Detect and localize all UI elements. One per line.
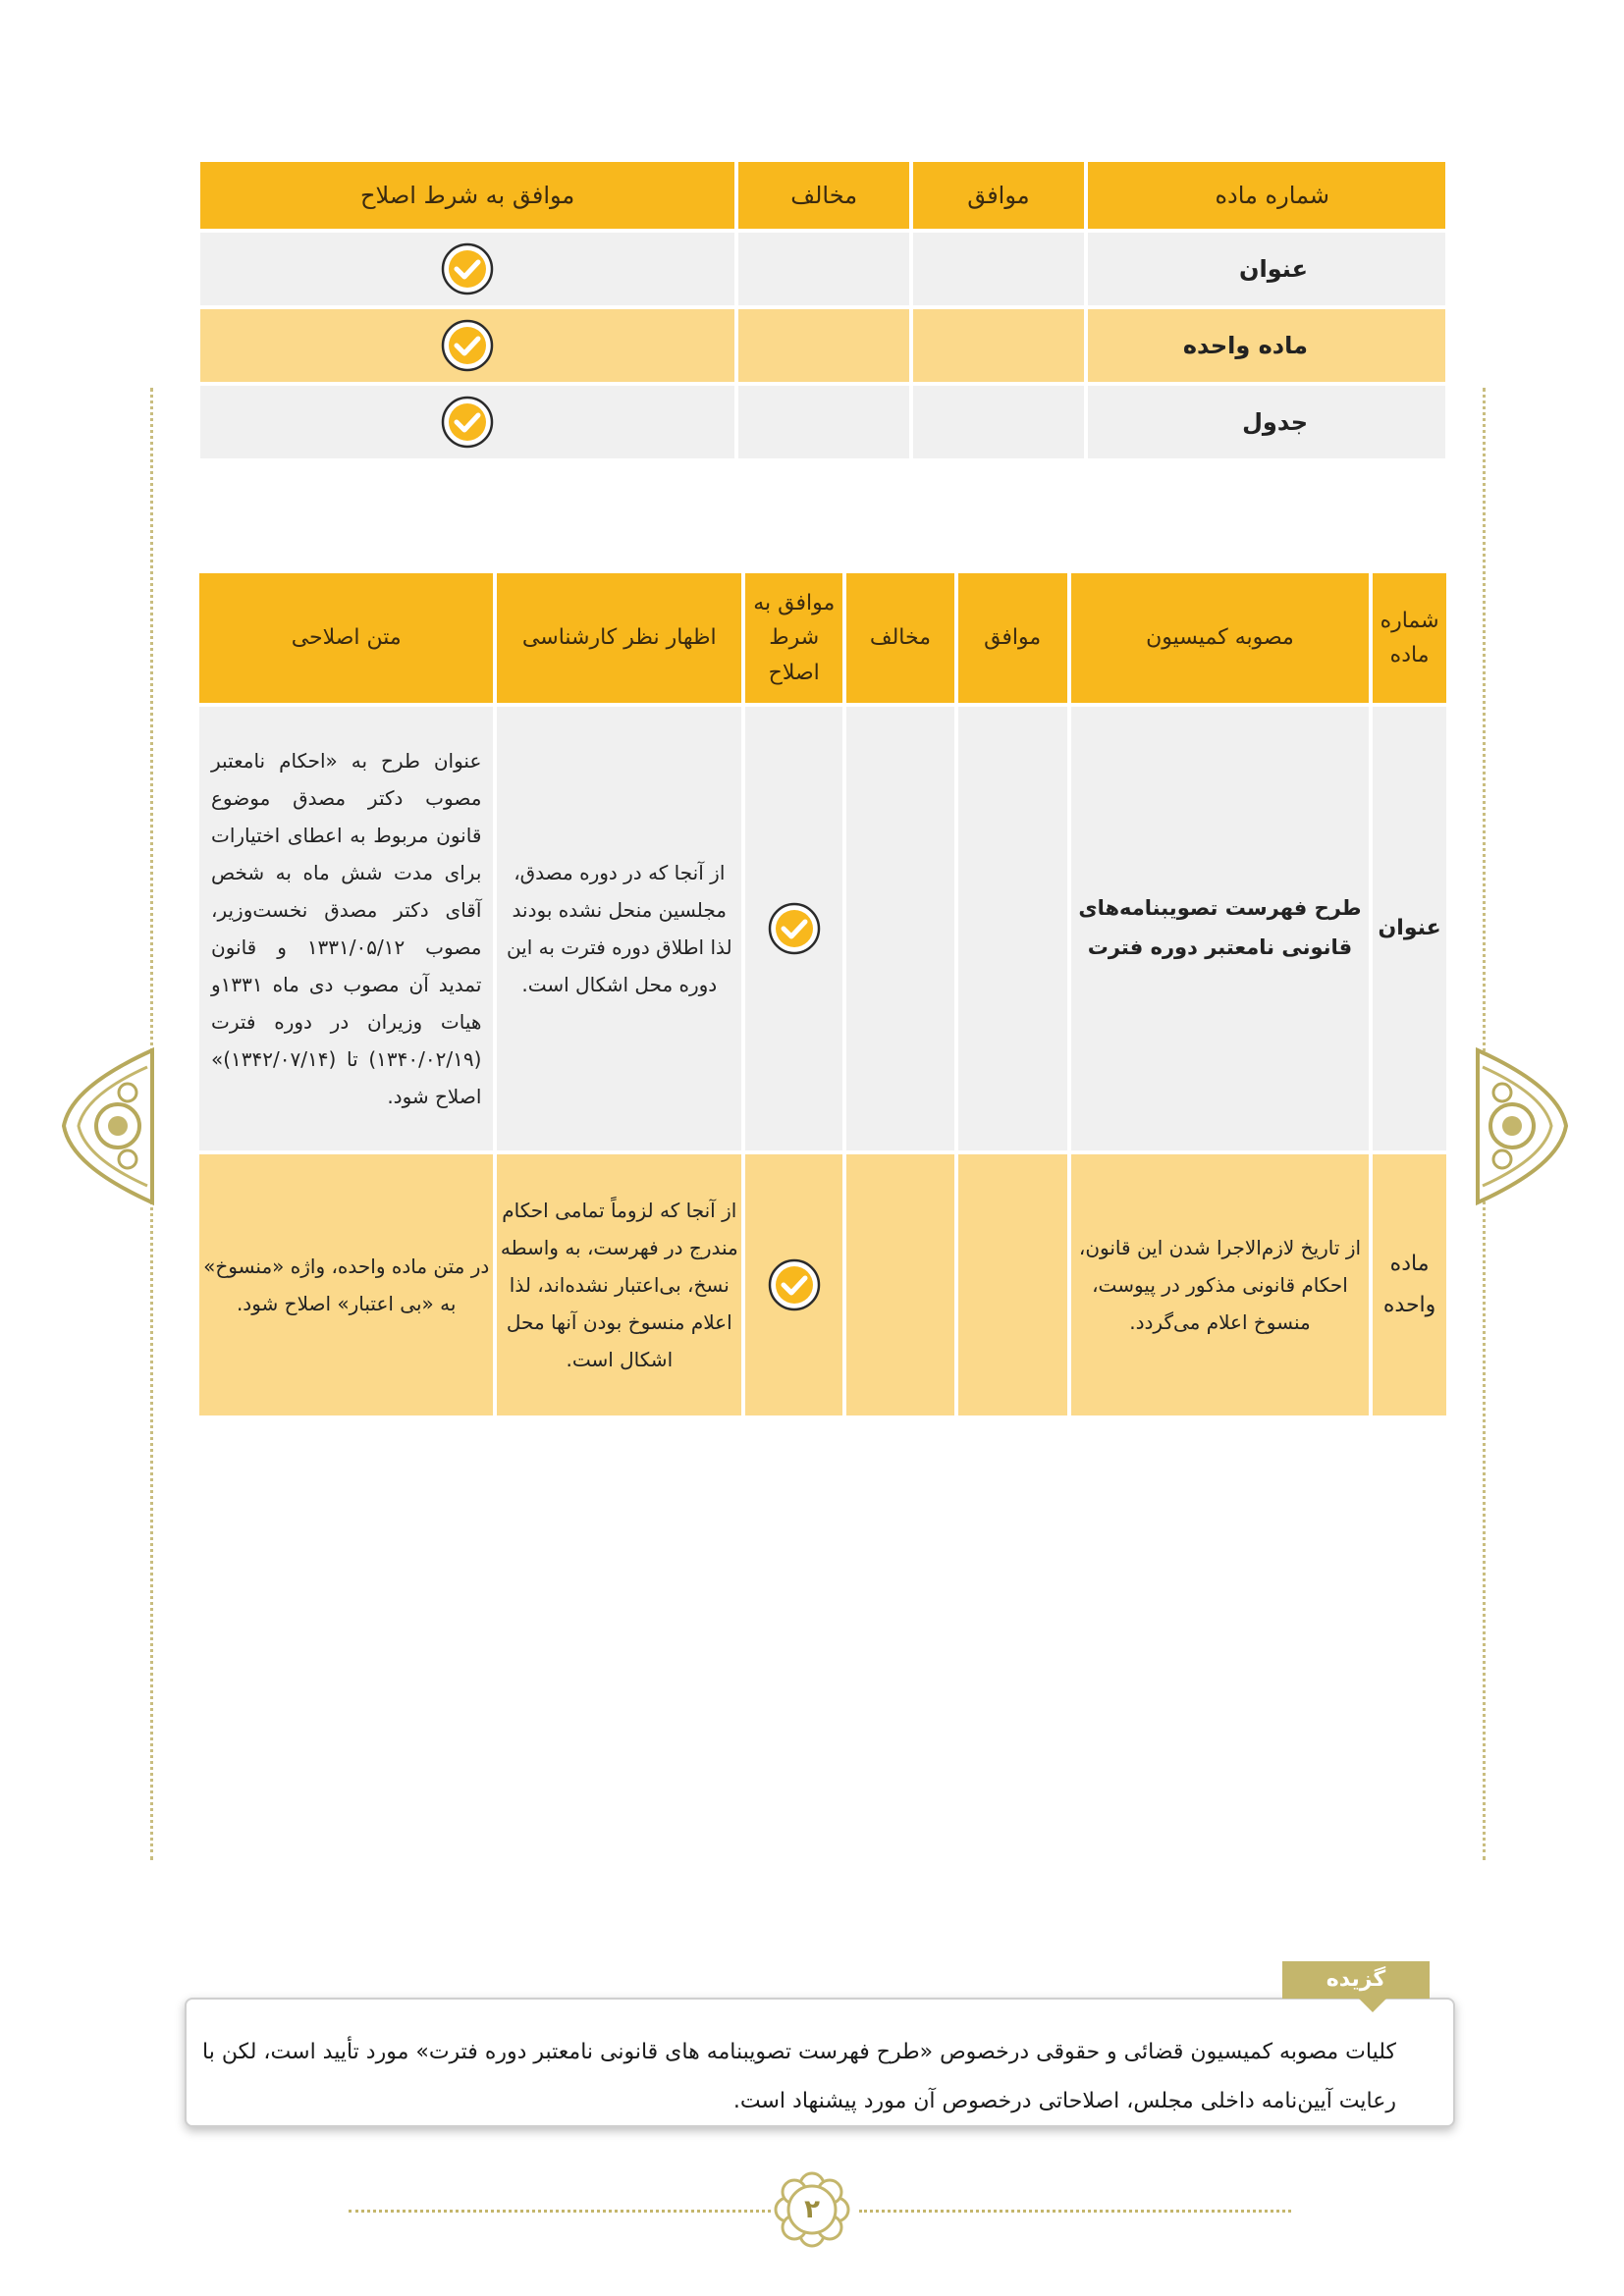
article-cell: جدول [1088,386,1445,458]
header-article-no: شماره ماده [1088,162,1445,229]
header-expert: اظهار نظر کارشناسی [497,573,741,703]
header-agree: موافق [913,162,1084,229]
footer-divider-left [349,2210,771,2213]
policy-summary-text: کلیات مصوبه کمیسیون قضائی و حقوقی درخصوص «طرح فهرست تصویبنامه های قانونی نامعتبر دوره فترت» مورد تأیید است، لکن با رعایت آیین‌نامه داخلی مجلس، اصلاحاتی درخصوص آن مورد پیشنهاد است. [202,2040,1396,2113]
summary-tag-pointer-icon [1359,1999,1386,2012]
header-agree: موافق [958,573,1067,703]
ornament-left-icon [59,1045,157,1207]
check-badge-icon [768,1258,821,1311]
vote-summary-table [196,158,1449,462]
oppose-cell [846,1154,953,1415]
table-header-row [200,162,1445,229]
header-committee: مصوبه کمیسیون [1071,573,1369,703]
oppose-cell [738,309,909,382]
check-badge-icon [768,902,821,955]
oppose-cell [738,233,909,305]
oppose-cell [846,707,953,1150]
header-oppose: مخالف [738,162,909,229]
ornament-right-icon [1473,1045,1571,1207]
table-header-row [199,573,1446,703]
page-number: ۲ [804,2195,820,2224]
agree-cell [958,1154,1067,1415]
article-cell: ماده واحده [1373,1154,1446,1415]
conditional-cell [745,1154,842,1415]
committee-cell: طرح فهرست تصویبنامه‌های قانونی نامعتبر دوره فترت [1071,707,1369,1150]
check-badge-icon [441,396,494,449]
header-oppose: مخالف [846,573,953,703]
table-row [200,233,1445,305]
conditional-cell [745,707,842,1150]
agree-cell [913,309,1084,382]
expert-cell: از آنجا که در دوره مصدق، مجلسین منحل نشده بودند لذا اطلاق دوره فترت به این دوره محل اشکال است. [497,707,741,1150]
committee-cell: از تاریخ لازم‌الاجرا شدن این قانون، احکام قانونی مذکور در پیوست، منسوخ اعلام می‌گردد. [1071,1154,1369,1415]
agree-cell [913,386,1084,458]
table-row [200,309,1445,382]
oppose-cell [738,386,909,458]
conditional-cell [200,309,734,382]
article-cell: عنوان [1088,233,1445,305]
detail-review-table [195,569,1450,1419]
table-row [200,386,1445,458]
expert-cell: از آنجا که لزوماً تمامی احکام مندرج در فهرست، به واسطه نسخ، بی‌اعتبار نشده‌اند، لذا اعلام منسوخ بودن آنها محل اشکال است. [497,1154,741,1415]
amended-cell: در متن ماده واحده، واژه «منسوخ» به «بی اعتبار» اصلاح شود. [199,1154,493,1415]
article-cell: عنوان [1373,707,1446,1150]
check-badge-icon [441,319,494,372]
table-row [199,1154,1446,1415]
agree-cell [913,233,1084,305]
header-conditional: موافق به شرط اصلاح [745,573,842,703]
amended-cell: عنوان طرح به «احکام نامعتبر مصوب دکتر مصدق موضوع قانون مربوط به اعطای اختیارات برای مدت شش ماه به شخص آقای دکتر مصدق نخست‌وزیر، مصوب ۱۳۳۱/۰۵/۱۲ و قانون تمدید آن مصوب دی ماه ۱۳۳۱و هیات وزیران در دوره فترت (۱۳۴۰/۰۲/۱۹) تا (۱۳۴۲/۰۷/۱۴)» اصلاح شود. [199,707,493,1150]
conditional-cell [200,386,734,458]
check-badge-icon [441,242,494,295]
footer-divider-right [859,2210,1291,2213]
header-article-no: شماره ماده [1373,573,1446,703]
article-cell: ماده واحده [1088,309,1445,382]
agree-cell [958,707,1067,1150]
conditional-cell [200,233,734,305]
header-conditional: موافق به شرط اصلاح [200,162,734,229]
table-row [199,707,1446,1150]
header-amended: متن اصلاحی [199,573,493,703]
policy-summary-tag: گزیده سیاستی [1282,1961,1430,1999]
